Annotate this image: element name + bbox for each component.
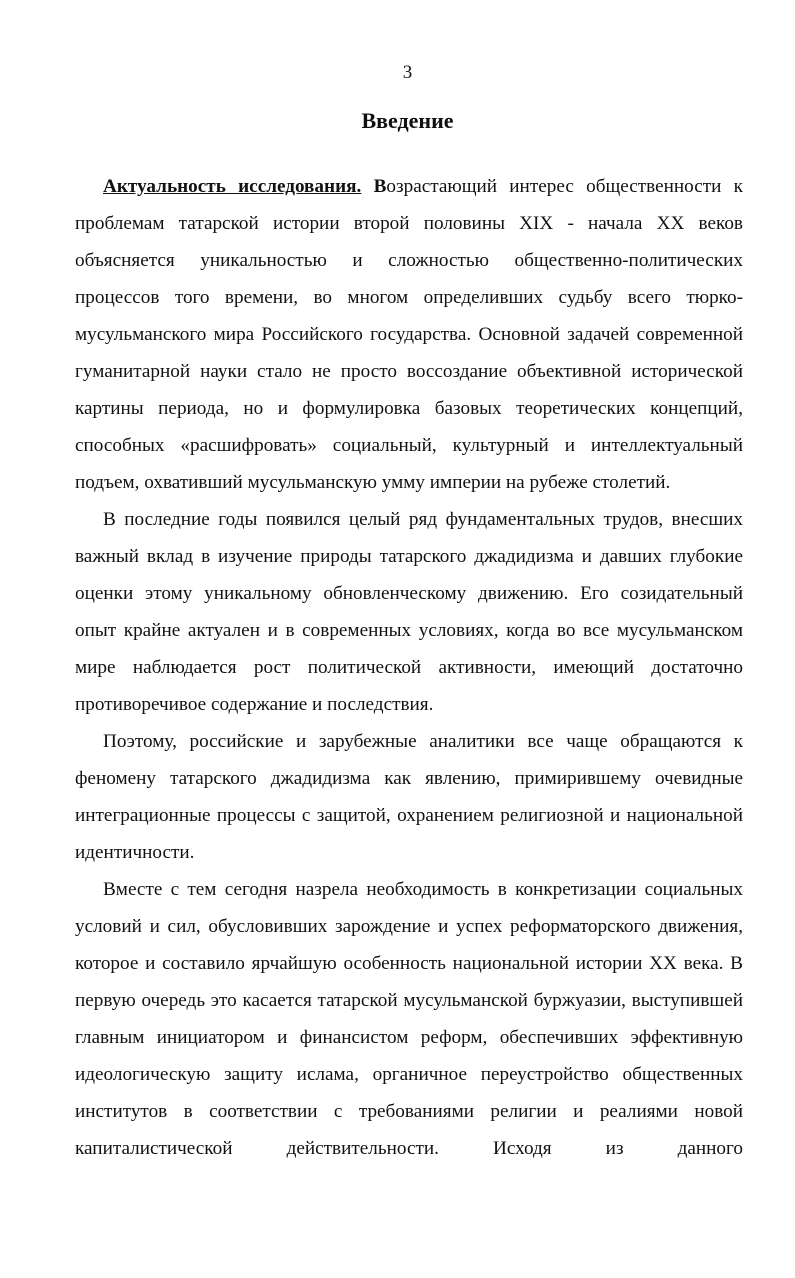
paragraph-bourgeoisie: Вместе с тем сегодня назрела необходимость в конкретизации социальных условий и сил, обусловивших зарождение и успех реформаторского движения, которое и составило ярчайшую особенность национальной истории XX века. В первую очередь это касается татарской мусульманской буржуазии, выступившей главным инициатором и финансистом реформ, обеспечивших эффективную идеологическую защиту ислама, органичное переустройство общественных институтов в соответствии с требованиями религии и реалиями новой капиталистической действительности. Исходя из данного <box>75 879 743 1159</box>
paragraph-relevance <box>75 168 743 501</box>
body-text <box>75 168 743 1167</box>
paragraph-text: озрастающий интерес общественности к проблемам татарской истории второй половины XIX - начала XX веков объясняется уникальностью и сложностью общественно-политических процессов того времени, во многом определивших судьбу всего тюрко-мусульманского мира Российского государства. Основной задачей современной гуманитарной науки стало не просто воссоздание объективной исторической картины периода, но и формулировка базовых теоретических концепций, способных «расшифровать» социальный, культурный и интеллектуальный подъем, охвативший мусульманскую умму империи на рубеже столетий. <box>75 176 743 493</box>
section-title: Введение <box>361 108 454 133</box>
page-number: 3 <box>402 62 413 83</box>
paragraph-lead-letter: В <box>373 176 387 197</box>
paragraph-analysts: Поэтому, российские и зарубежные аналитики все чаще обращаются к феномену татарского джадидизма как явлению, примирившему очевидные интеграционные процессы с защитой, охранением религиозной и национальной идентичности. <box>75 731 743 863</box>
paragraph-recent-works: В последние годы появился целый ряд фундаментальных трудов, внесших важный вклад в изучение природы татарского джадидизма и давших глубокие оценки этому уникальному обновленческому движению. Его созидательный опыт крайне актуален и в современных условиях, когда во все мусульманском мире наблюдается рост политической активности, имеющий достаточно противоречивое содержание и последствия. <box>75 509 743 715</box>
paragraph-lead: Актуальность исследования. <box>103 176 362 197</box>
